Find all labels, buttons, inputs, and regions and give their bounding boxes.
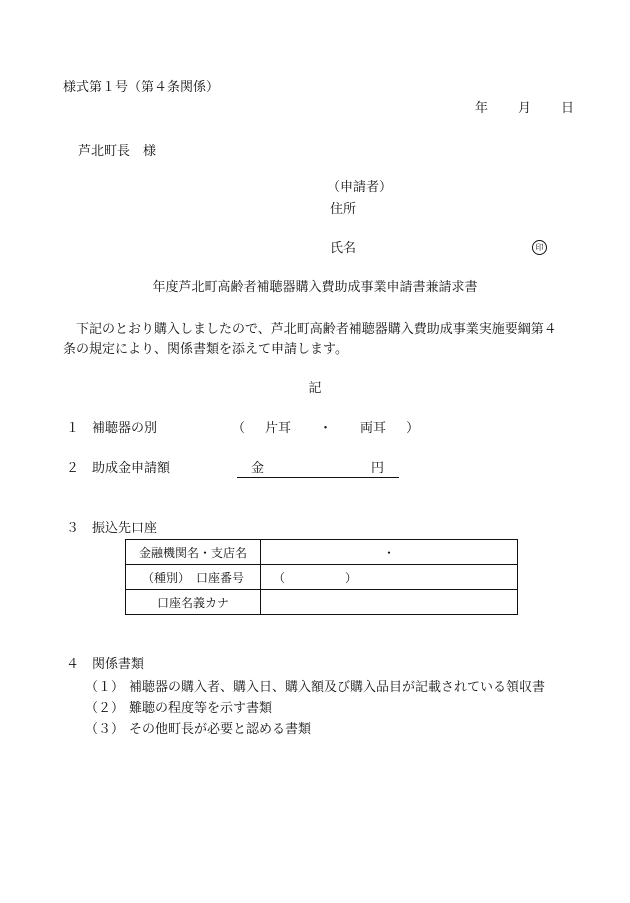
date-month[interactable]: 月 (518, 101, 532, 116)
document-list (85, 680, 545, 743)
list-item (85, 701, 545, 722)
date-day[interactable]: 日 (561, 101, 575, 116)
item2-number: ２ (66, 461, 80, 476)
bank-branch-separator: ・ (382, 545, 395, 560)
item-hearing-aid-type (66, 421, 157, 437)
item1-number: １ (66, 421, 80, 436)
item-related-documents (66, 657, 144, 673)
ear-options (232, 421, 419, 437)
seal-icon: 印 (532, 240, 547, 255)
name-label[interactable]: 氏名 (330, 241, 357, 256)
kin-label: 金 (251, 461, 265, 476)
account-number-label: （種別） 口座番号 (126, 565, 261, 590)
amount-field[interactable] (237, 461, 399, 478)
item2-label: 助成金申請額 (92, 461, 171, 476)
paren-close: ） (406, 421, 420, 436)
paren-open: （ (232, 421, 246, 436)
account-type-parens: （ ） (273, 570, 358, 585)
doc-text: 難聴の程度等を示す書類 (129, 701, 273, 716)
addressee: 芦北町長 様 (78, 144, 157, 159)
account-number-field[interactable] (261, 565, 518, 590)
bank-name-field[interactable] (261, 540, 518, 565)
applicant-label: （申請者） (327, 180, 393, 195)
address-label[interactable]: 住所 (330, 202, 357, 217)
item-subsidy-amount (66, 461, 170, 477)
account-holder-label: 口座名義カナ (126, 590, 261, 615)
date-year[interactable]: 年 (475, 101, 489, 116)
bank-name-label: 金融機関名・支店名 (126, 540, 261, 565)
date-line (475, 101, 574, 117)
body-text: 下記のとおり購入しましたので、芦北町高齢者補聴器購入費助成事業実施要綱第４条の規定により、関係書類を添えて申請します。 (63, 322, 557, 357)
list-item (85, 680, 545, 701)
doc-text: 補聴器の購入者、購入日、購入額及び購入品目が記載されている領収書 (129, 680, 546, 695)
yen-label: 円 (371, 461, 385, 476)
list-item (85, 722, 545, 743)
item3-number: ３ (66, 521, 80, 536)
item4-label: 関係書類 (92, 657, 145, 672)
item-bank-account (66, 521, 157, 537)
ki-heading: 記 (308, 381, 322, 396)
table-row (126, 540, 518, 565)
item1-label: 補聴器の別 (92, 421, 158, 436)
doc-number: （１） (85, 680, 125, 695)
document-title: 年度芦北町高齢者補聴器購入費助成事業申請書兼請求書 (152, 280, 478, 295)
doc-number: （３） (85, 722, 125, 737)
doc-number: （２） (85, 701, 125, 716)
bank-account-table (125, 539, 518, 615)
option-dot: ・ (319, 421, 333, 436)
table-row (126, 590, 518, 615)
item3-label: 振込先口座 (92, 521, 158, 536)
option-both-ears[interactable]: 両耳 (360, 421, 387, 436)
form-number: 様式第１号（第４条関係） (63, 80, 220, 95)
option-left-ear[interactable]: 片耳 (265, 421, 292, 436)
table-row (126, 565, 518, 590)
item4-number: ４ (66, 657, 80, 672)
account-holder-field[interactable] (261, 590, 518, 615)
doc-text: その他町長が必要と認める書類 (129, 722, 312, 737)
